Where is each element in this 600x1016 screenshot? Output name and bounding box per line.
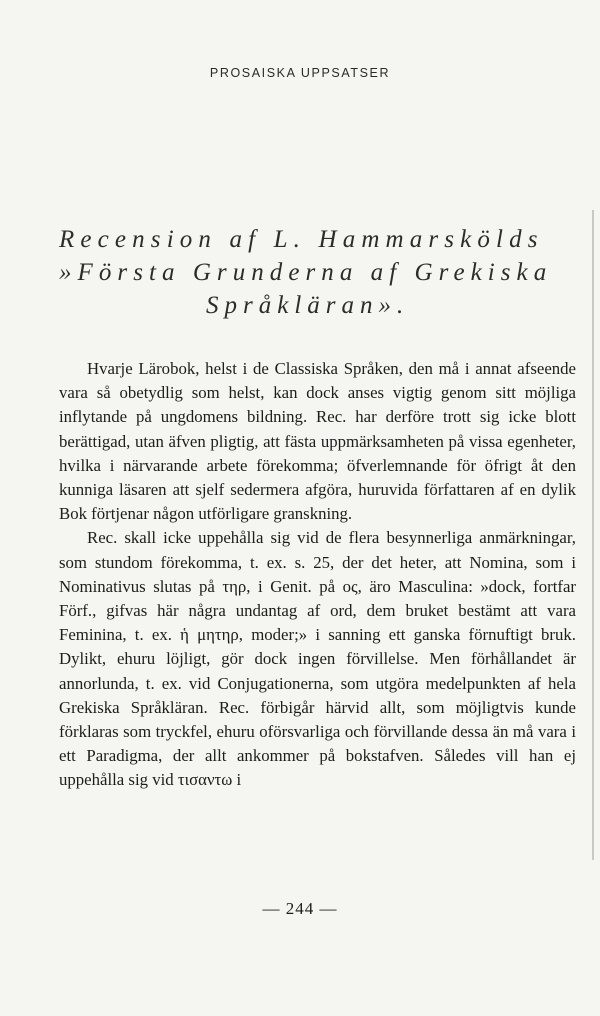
paragraph-1: Hvarje Lärobok, helst i de Classiska Språken, den må i annat afseende vara så obetydlig som helst, kan dock anses vigtig genom sitt möjliga inflytande på ungdomens bildning. Rec. har derföre trott sig icke blott berättigad, utan äfven pligtig, att fästa uppmärksamheten på vissa egenheter, hvilka i närvarande arbete förekomma; öfverlemnande för öfrigt åt den kunniga läsaren att sjelf sedermera afgöra, huruvida författaren af en dylik Bok förtjenar någon utförligare granskning. [59,359,576,524]
article-title-line-2: »Första Grunderna af Grekiska [59,259,553,286]
page-number: — 244 — [262,899,338,918]
article-title-line-3: Språkläran». [206,292,410,319]
running-head: PROSAISKA UPPSATSER [209,66,391,80]
page-edge-line [592,210,594,860]
article-title-line-1: Recension af L. Hammarskölds [59,226,544,253]
body-text [59,357,576,793]
paragraph-2: Rec. skall icke uppehålla sig vid de flera besynnerliga anmärkningar, som stundom förekomma, t. ex. s. 25, der det heter, att Nomina, som i Nominativus slutas på τηρ, i Genit. på ος, äro Masculina: »dock, fortfar Förf., gifvas här några undantag af ord, dem bruket bestämt att vara Feminina, t. ex. ἡ μητηρ, moder;» i sanning ett ganska förnuftigt bruk. Dylikt, ehuru löjligt, gör dock ingen förvillelse. Men förhållandet är annorlunda, t. ex. vid Conjugationerna, som utgöra medelpunkten af hela Grekiska Språkläran. Rec. förbigår härvid allt, som möjligtvis kunde förklaras som tryckfel, ehuru oförsvarliga och förvillande dessa än må vara i ett Paradigma, der allt ankommer på bokstafven. Således vill han ej uppehålla sig vid τισαντω i [59,528,576,790]
